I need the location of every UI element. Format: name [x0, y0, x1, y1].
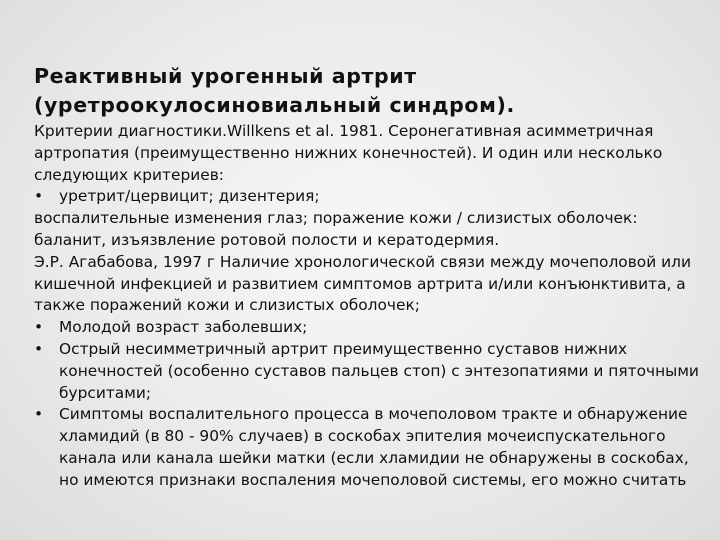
bullet-text: уретрит/цервицит; дизентерия;: [59, 187, 320, 206]
title-line-2: (уретроокулосиновиальный синдром).: [34, 93, 515, 117]
paragraph-agababova: Э.Р. Агабабова, 1997 г Наличие хронологической связи между мочеполовой или кишечной инфекцией и развитием симптомов артрита и/или конъюнктивита, а также поражений кожи и слизистых оболочек;: [34, 252, 691, 315]
bullet-text: Молодой возраст заболевших;: [59, 318, 308, 337]
bullet-icon: •: [34, 405, 44, 424]
bullet-text: Острый несимметричный артрит преимущественно суставов нижних конечностей (особенно суставов пальцев стоп) с энтезопатиями и пяточными бурситами;: [59, 339, 699, 402]
bullet-icon: •: [34, 187, 44, 206]
bullet-item-acute-arthritis: [34, 339, 702, 404]
slide-body: [34, 121, 702, 492]
paragraph-eye-skin: воспалительные изменения глаз; поражение кожи / слизистых оболочек: баланит, изъязвление ротовой полости и кератодермия.: [34, 209, 638, 249]
bullet-icon: •: [34, 318, 44, 337]
bullet-icon: •: [34, 339, 44, 358]
paragraph-criteria: Критерии диагностики.Willkens et al. 1981. Серонегативная асимметричная артропатия (преимущественно нижних конечностей). И один или несколько следующих критериев:: [34, 122, 663, 184]
title-line-1: Реактивный урогенный артрит: [34, 64, 417, 88]
bullet-item-young-age: [34, 317, 702, 339]
bullet-item-urogenital-symptoms: [34, 404, 702, 491]
bullet-item-urethritis: [34, 186, 702, 208]
slide-title: [34, 62, 694, 120]
bullet-text: Симптомы воспалительного процесса в мочеполовом тракте и обнаружение хламидий (в 80 - 90% случаев) в соскобах эпителия мочеиспускательного канала или канала шейки матки (если хламидии не обнаружены в соскобах, но имеются признаки воспаления мочеполовой системы, его можно считать: [59, 405, 689, 489]
